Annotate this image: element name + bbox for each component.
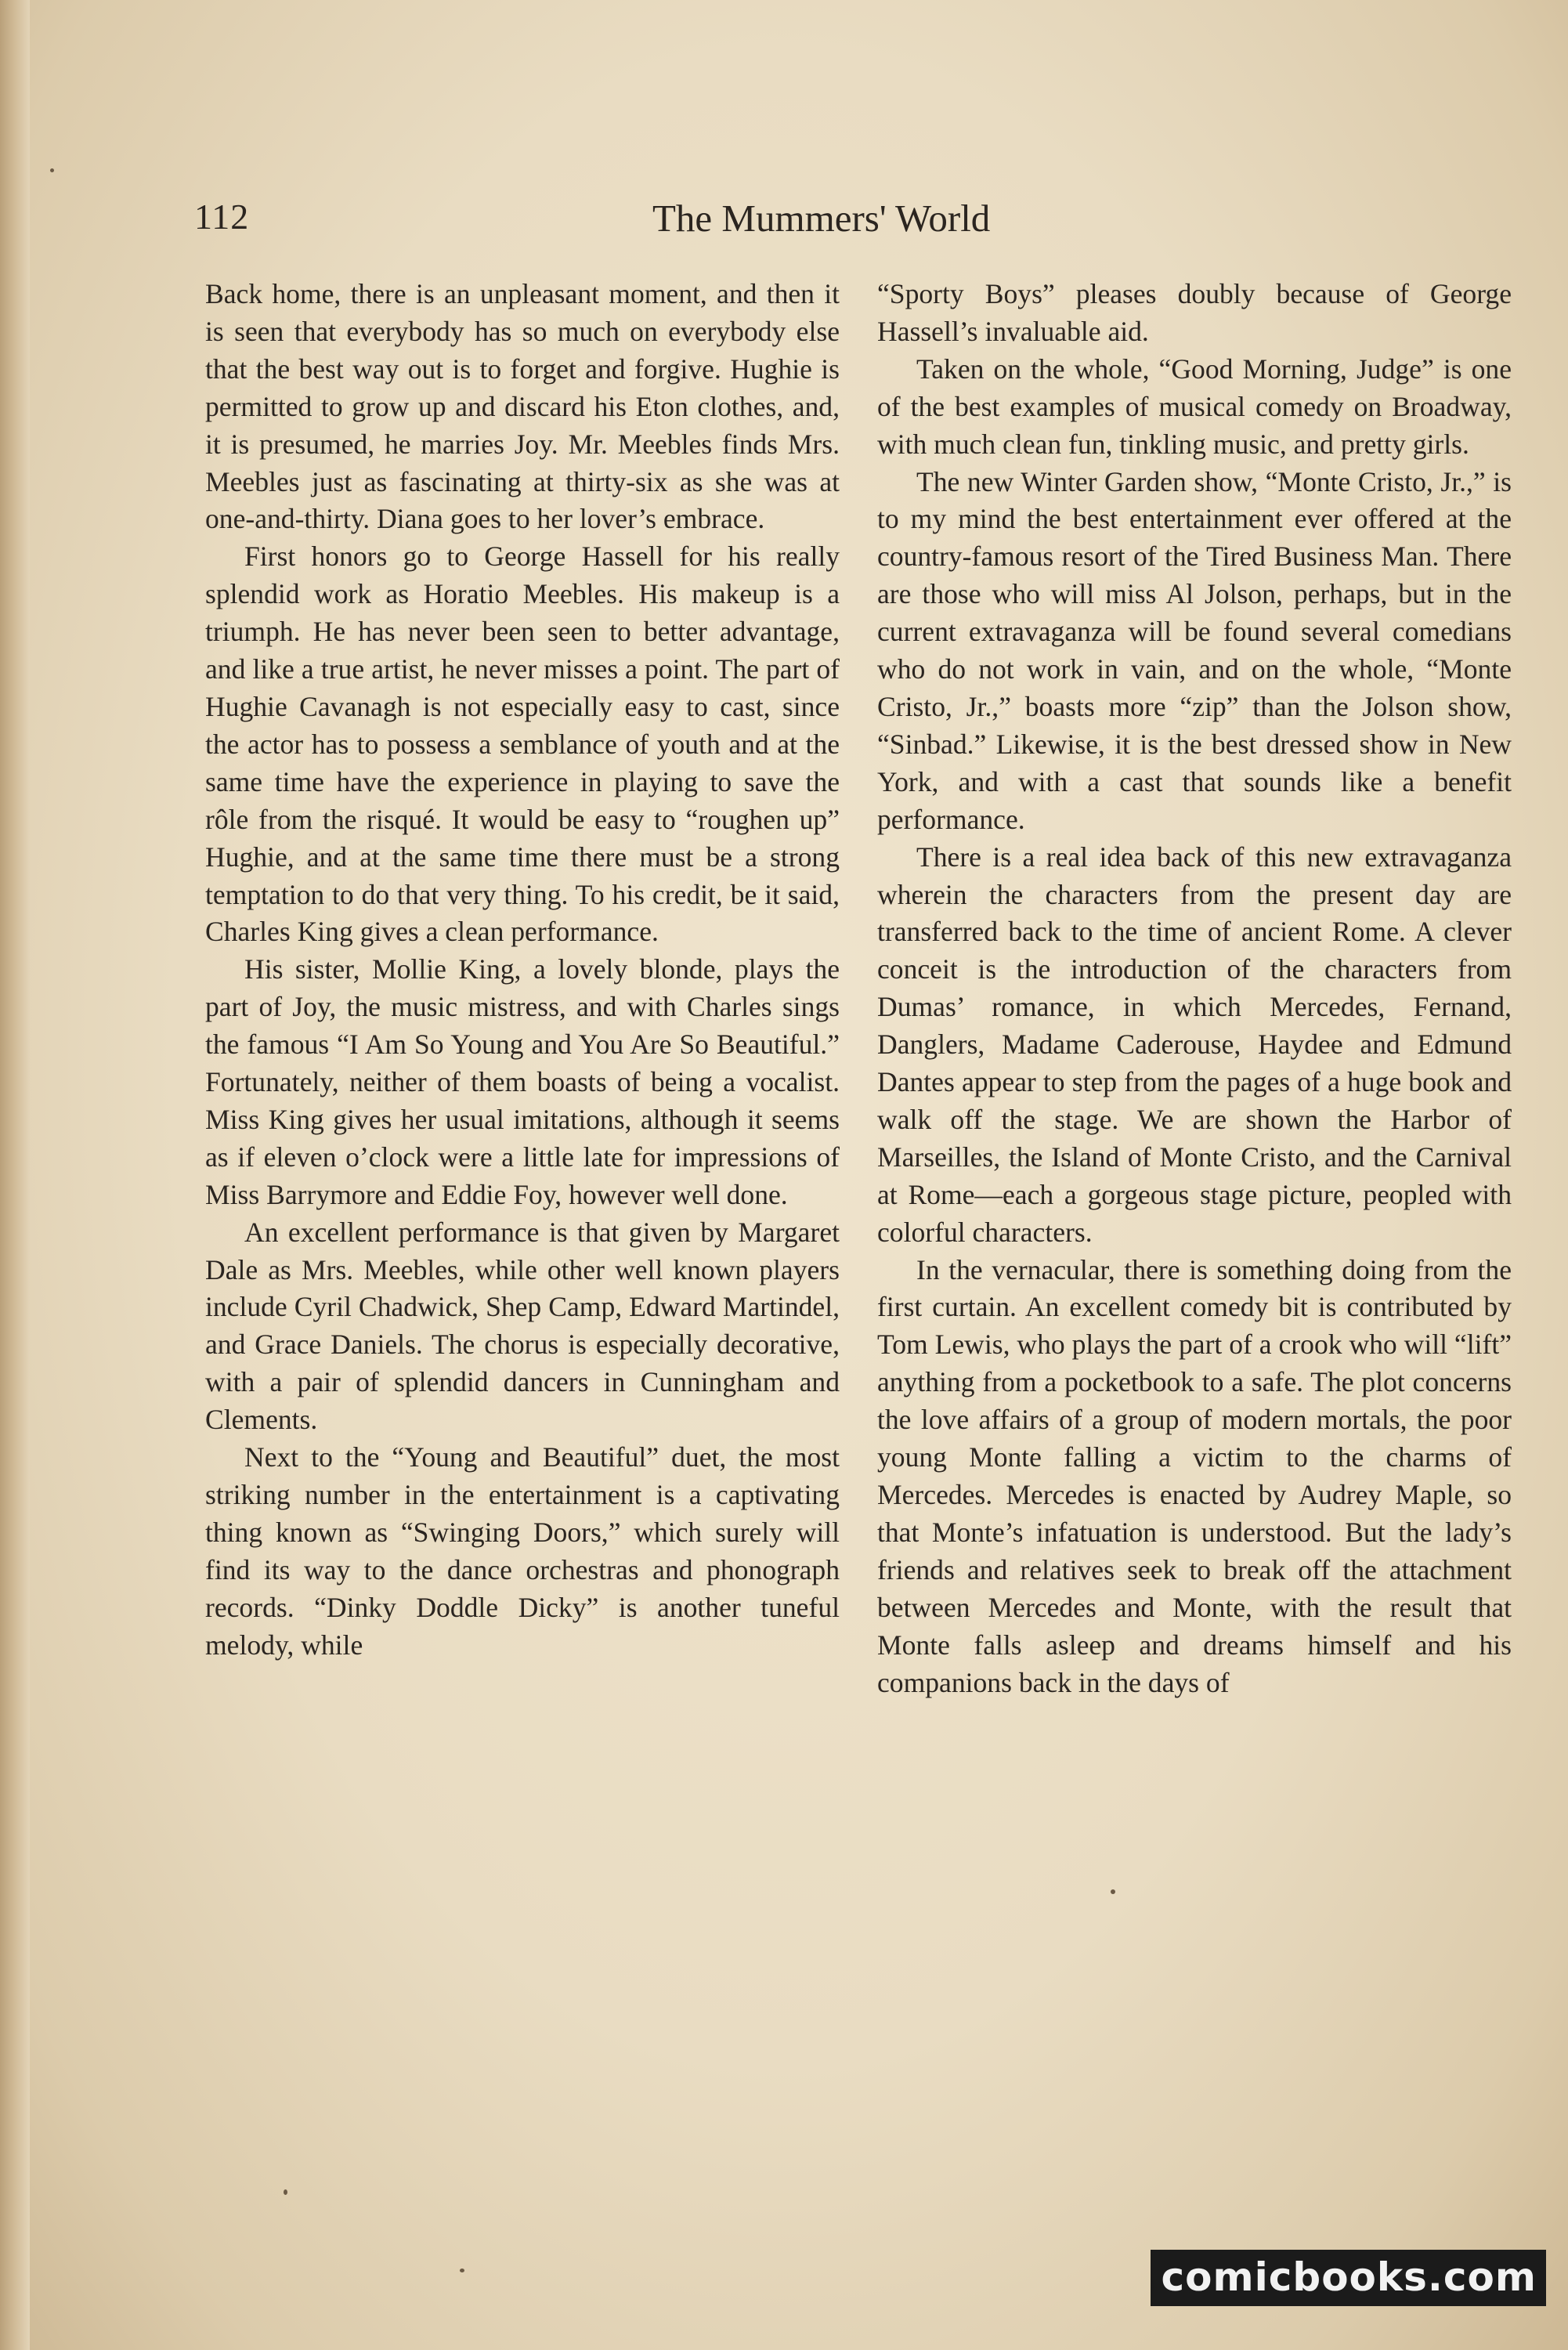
paper-speck <box>284 2189 287 2195</box>
paragraph: Next to the “Young and Beautiful” duet, the most striking number in the entertainment is a captivating thing known as “Swinging Doors,” which surely will find its way to the dance orchestras and phonograph records. “Dinky Doddle Dicky” is another tuneful melody, while <box>205 1441 840 1661</box>
paragraph: The new Winter Garden show, “Monte Cristo, Jr.,” is to my mind the best entertainment ever offered at the country-famous resort of the Tired Business Man. There are those who will miss Al Jolson, perhaps, but in the current extravaganza will be found several comedians who do not work in vain, and on the whole, “Monte Cristo, Jr.,” boasts more “zip” than the Jolson show, “Sinbad.” Likewise, it is the best dressed show in New York, and with a cast that sounds like a benefit performance. <box>877 465 1512 835</box>
paper-speck <box>460 2269 464 2272</box>
paragraph: An excellent performance is that given by Margaret Dale as Mrs. Meebles, while other well known players include Cyril Chadwick, Shep Camp, Edward Martindel, and Grace Daniels. The chorus is especially decorative, with a pair of splendid dancers in Cunningham and Clements. <box>205 1216 840 1436</box>
watermark-logo: comicbooks.com <box>1151 2250 1546 2306</box>
paragraph: “Sporty Boys” pleases doubly because of George Hassell’s invaluable aid. <box>877 278 1512 347</box>
page-number: 112 <box>194 197 250 237</box>
page-header <box>194 196 1079 251</box>
paper-speck <box>1111 1889 1115 1894</box>
page-binding-edge <box>0 0 30 2350</box>
paragraph: Back home, there is an unpleasant moment, and then it is seen that everybody has so much on everybody else that the best way out is to forget and forgive. Hughie is permitted to grow up and discard his Eton clothes, and, it is presumed, he marries Joy. Mr. Meebles finds Mrs. Meebles just as fascinating at thirty-six as she was at one-and-thirty. Diana goes to her lover’s embrace. <box>205 278 840 535</box>
paragraph: There is a real idea back of this new extravaganza wherein the characters from the present day are transferred back to the time of ancient Rome. A clever conceit is the introduction of the characters from Dumas’ romance, in which Mercedes, Fernand, Danglers, Madame Caderouse, Haydee and Edmund Dantes appear to step from the pages of a huge book and walk off the stage. We are shown the Harbor of Marseilles, the Island of Monte Cristo, and the Carnival at Rome—each a gorgeous stage picture, peopled with colorful characters. <box>877 841 1512 1248</box>
paragraph: His sister, Mollie King, a lovely blonde, plays the part of Joy, the music mistress, and with Charles sings the famous “I Am So Young and You Are So Beautiful.” Fortunately, neither of them boasts of being a vocalist. Miss King gives her usual imitations, although it seems as if eleven o’clock were a little late for impressions of Miss Barrymore and Eddie Foy, however well done. <box>205 953 840 1210</box>
paragraph: In the vernacular, there is something doing from the first curtain. An excellent comedy bit is contributed by Tom Lewis, who plays the part of a crook who will “lift” anything from a pocketbook to a safe. The plot concerns the love affairs of a group of modern mortals, the poor young Monte falling a victim to the charms of Mercedes. Mercedes is enacted by Audrey Maple, so that Monte’s infatuation is understood. But the lady’s friends and relatives seek to break off the attachment between Mercedes and Monte, with the result that Monte falls asleep and dreams himself and his companions back in the days of <box>877 1253 1512 1698</box>
left-column <box>205 276 840 2156</box>
running-title: The Mummers' World <box>652 197 991 240</box>
paragraph: First honors go to George Hassell for his really splendid work as Horatio Meebles. His makeup is a triumph. He has never been seen to better advantage, and like a true artist, he never misses a point. The part of Hughie Cavanagh is not especially easy to cast, since the actor has to possess a semblance of youth and at the same time have the experience in playing to save the rôle from the risqué. It would be easy to “roughen up” Hughie, and at the same time there must be a strong temptation to do that very thing. To his credit, be it said, Charles King gives a clean performance. <box>205 540 840 948</box>
right-column <box>877 276 1512 2156</box>
paper-speck <box>50 168 54 172</box>
paragraph: Taken on the whole, “Good Morning, Judge” is one of the best examples of musical comedy on Broadway, with much clean fun, tinkling music, and pretty girls. <box>877 352 1512 460</box>
